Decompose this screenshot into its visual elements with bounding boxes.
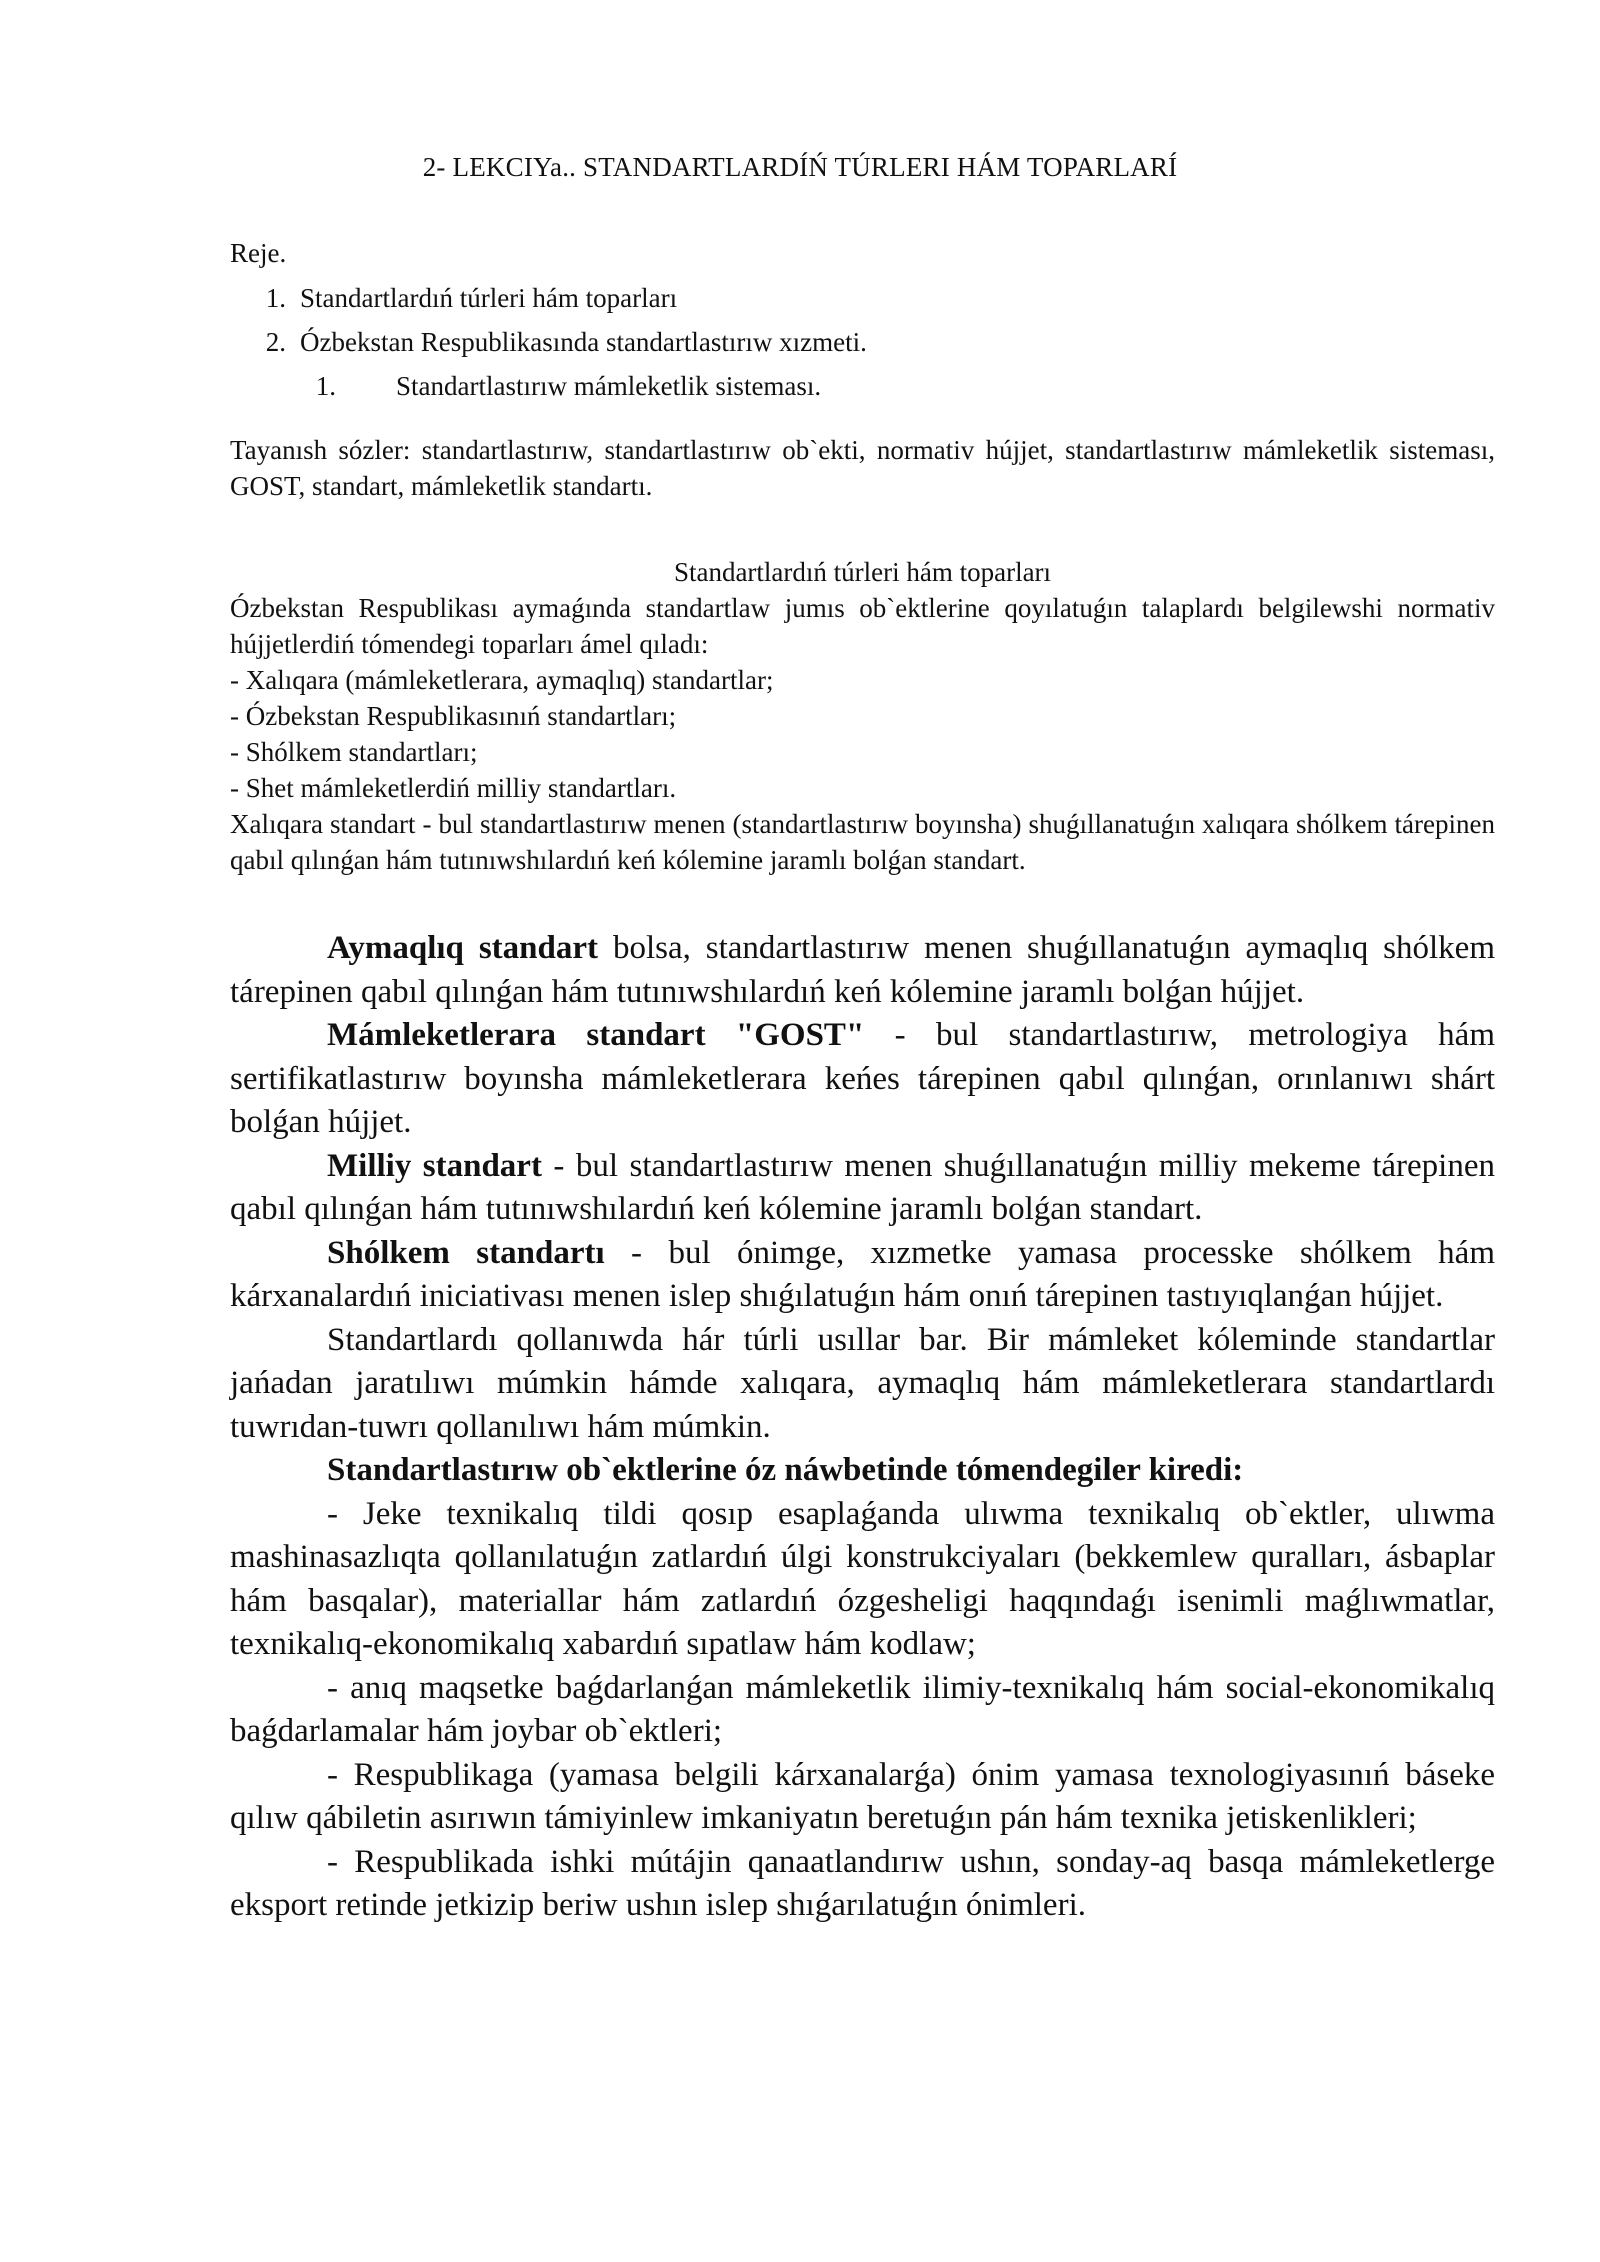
plan-item-number: 1.	[265, 283, 286, 313]
definition-term: Mámleketlerara standart "GOST"	[327, 1017, 865, 1053]
definition-paragraph	[230, 1014, 1495, 1145]
list-item: - Shólkem standartları;	[230, 737, 478, 767]
definitions-block	[230, 927, 1495, 1928]
plan-list	[230, 276, 1230, 408]
definition-term: Milliy standart	[327, 1147, 542, 1184]
definition-term: Shólkem standartı	[327, 1234, 605, 1271]
objects-heading	[230, 1449, 1495, 1493]
plan-item	[230, 320, 1230, 364]
list-item: - Xalıqara (mámleketlerara, aymaqlıq) standartlar;	[230, 665, 774, 695]
definition-text: - bul ónimge, xızmetke yamasa processke shólkem hám kárxanalardıń iniciativası menen islep shıǵılatuǵın hám onıń tárepinen tastıyıqlanǵan hújjet.	[230, 1234, 1495, 1314]
intro-paragraph: Ózbekstan Respublikası aymaǵında standartlaw jumıs ob`ektlerine qoyılatuǵın talaplardı belgilewshi normativ hújjetlerdiń tómendegi toparları ámel qıladı:	[230, 593, 1495, 659]
keywords-paragraph: Tayanısh sózler: standartlastırıw, standartlastırıw ob`ekti, normativ hújjet, standartlastırıw mámleketlik sisteması, GOST, standart, mámleketlik standartı.	[230, 435, 1495, 501]
intl-definition-paragraph: Xalıqara standart - bul standartlastırıw menen (standartlastırıw boyınsha) shuǵıllanatuǵın xalıqara shólkem tárepinen qabıl qılınǵan hám tutınıwshılardıń keń kólemine jaramlı bolǵan standart.	[230, 809, 1495, 875]
plan-item-number: 2.	[265, 327, 286, 357]
definition-paragraph	[230, 927, 1495, 1014]
plan-item-text: Ózbekstan Respublikasında standartlastırıw xızmeti.	[300, 327, 867, 357]
definition-text: bolsa, standartlastırıw menen shuǵıllanatuǵın aymaqlıq shólkem tárepinen qabıl qılınǵan hám tutınıwshılardıń keń kólemine jaramlı bolǵan hújjet.	[230, 930, 1495, 1010]
plan-item	[230, 276, 1230, 320]
definition-text: - bul standartlastırıw, metrologiya hám sertifikatlastırıw boyınsha mámleketlerara keńes tárepinen qabıl qılınǵan, orınlanıwı shárt bolǵan hújjet.	[230, 1017, 1495, 1140]
keywords-block	[230, 432, 1495, 504]
objects-heading-text: Standartlastırıw ob`ektlerine óz náwbetinde tómendegiler kiredi:	[327, 1452, 1244, 1488]
definition-term: Aymaqlıq standart	[327, 930, 599, 966]
plan-subitem	[230, 364, 1230, 408]
object-item: - anıq maqsetke baǵdarlanǵan mámleketlik ilimiy-texnikalıq hám social-ekonomikalıq baǵdarlamalar hám joybar ob`ektleri;	[230, 1669, 1495, 1749]
object-item: - Jeke texnikalıq tildi qosıp esaplaǵanda ulıwma texnikalıq ob`ektler, ulıwma mashinasazlıqta qollanılatuǵın zatlardıń úlgi konstrukciyaları (bekkemlew quralları, ásbaplar hám basqalar), materiallar hám zatlardıń ózgesheligi haqqındaǵı isenimli maǵlıwmatlar, texnikalıq-ekonomikalıq xabardıń sıpatlaw hám kodlaw;	[230, 1495, 1495, 1662]
plan-label: Reje.	[230, 238, 287, 268]
definition-paragraph	[230, 1145, 1495, 1232]
list-item: - Shet mámleketlerdiń milliy standartları.	[230, 773, 677, 803]
plan-item-number: 1.	[315, 371, 336, 401]
list-item: - Ózbekstan Respublikasınıń standartları;	[230, 701, 677, 731]
section-block	[230, 554, 1495, 878]
definition-paragraph	[230, 1232, 1495, 1319]
object-item: - Respublikada ishki mútájin qanaatlandırıw ushın, sonday-aq basqa mámleketlerge eksport retinde jetkizip beriw ushın islep shıǵarılatuǵın ónimleri.	[230, 1843, 1495, 1923]
application-paragraph: Standartlardı qollanıwda hár túrli usıllar bar. Bir mámleket kóleminde standartlar jańadan jaratılıwı múmkin hámde xalıqara, aymaqlıq hám mámleketlerara standartlardı tuwrıdan-tuwrı qollanılıwı hám múmkin.	[230, 1321, 1495, 1445]
plan-item-text: Standartlardıń túrleri hám toparları	[300, 283, 678, 313]
plan-item-text: Standartlastırıw mámleketlik sisteması.	[396, 371, 822, 401]
lecture-title: 2- LEKCIYa.. STANDARTLARDÍŃ TÚRLERI HÁM TOPARLARÍ	[422, 152, 1178, 182]
section-heading: Standartlardıń túrleri hám toparları	[673, 557, 1052, 587]
object-item: - Respublikaga (yamasa belgili kárxanalarǵa) ónim yamasa texnologiyasınıń báseke qılıw qábiletin asırıwın támiyinlew imkaniyatın beretuǵın pán hám texnika jetiskenlikleri;	[230, 1756, 1495, 1836]
definition-text: - bul standartlastırıw menen shuǵıllanatuǵın milliy mekeme tárepinen qabıl qılınǵan hám tutınıwshılardıń keń kólemine jaramlı bolǵan standart.	[230, 1147, 1495, 1227]
